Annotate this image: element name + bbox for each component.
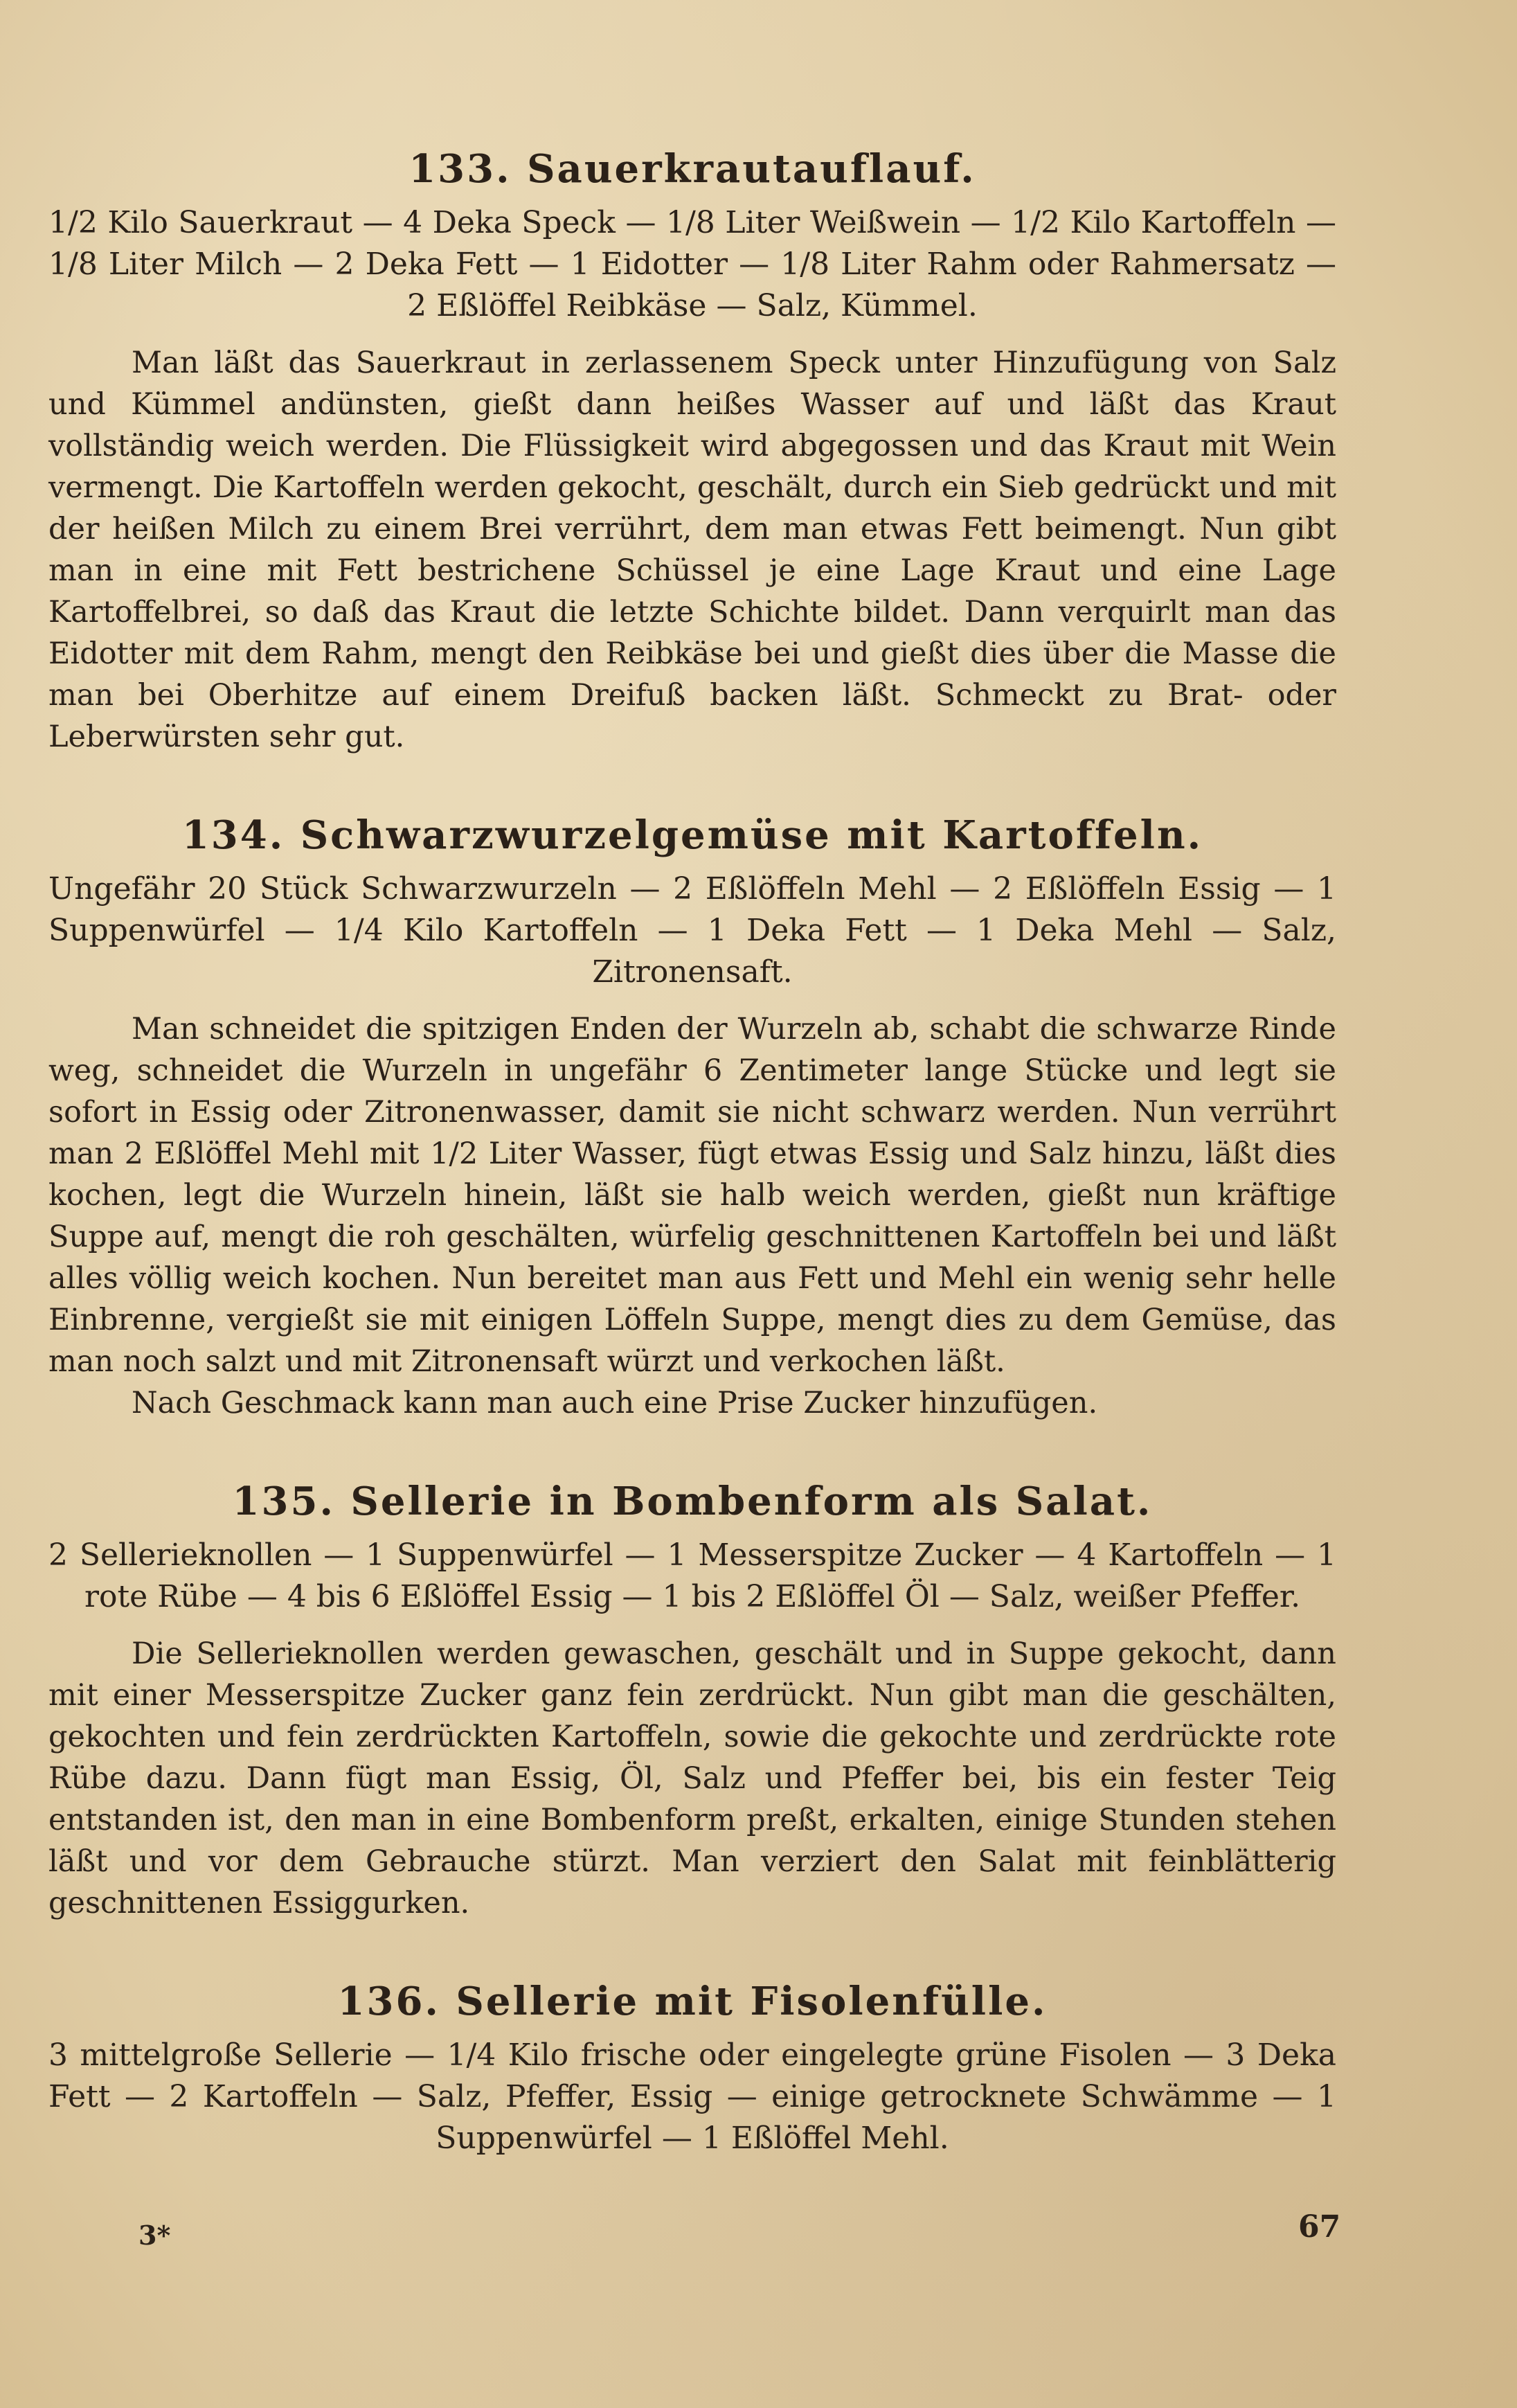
instructions-paragraph: Nach Geschmack kann man auch eine Prise Zucker hinzufügen.	[132, 1386, 1098, 1420]
recipe-136	[48, 1971, 1336, 2159]
instructions-paragraph: Man läßt das Sauerkraut in zerlassenem Speck unter Hinzufügung von Salz und Kümmel andünsten, gießt dann heißes Wasser auf und läßt das Kraut vollständig weich werden. Die Flüssigkeit wird abgegossen und das Kraut mit Wein vermengt. Die Kartoffeln werden gekocht, geschält, durch ein Sieb gedrückt und mit der heißen Milch zu einem Brei verrührt, dem man etwas Fett beimengt. Nun gibt man in eine mit Fett bestrichene Schüssel je eine Lage Kraut und eine Lage Kartoffelbrei, so daß das Kraut die letzte Schichte bildet. Dann verquirlt man das Eidotter mit dem Rahm, mengt den Reibkäse bei und gießt dies über die Masse die man bei Oberhitze auf einem Dreifuß backen läßt. Schmeckt zu Brat- oder Leberwürsten sehr gut.	[48, 346, 1336, 754]
printer-signature: 3*	[138, 2220, 171, 2251]
recipe-title: 134. Schwarzwurzelgemüse mit Kartoffeln.	[181, 812, 1203, 858]
recipe-title: 133. Sauerkrautauflauf.	[409, 146, 976, 192]
page-content	[48, 139, 1336, 2206]
ingredients-list: 3 mittelgroße Sellerie — 1/4 Kilo frische oder eingelegte grüne Fisolen — 3 Deka Fett — 2 Kartoffeln — Salz, Pfeffer, Essig — einige getrocknete Schwämme — 1 Suppenwürfel — 1 Eßlöffel Mehl.	[48, 2037, 1336, 2156]
recipe-title: 136. Sellerie mit Fisolenfülle.	[337, 1979, 1048, 2024]
ingredients-list: 2 Sellerieknollen — 1 Suppenwürfel — 1 Messerspitze Zucker — 4 Kartoffeln — 1 rote Rübe — 4 bis 6 Eßlöffel Essig — 1 bis 2 Eßlöffel Öl — Salz, weißer Pfeffer.	[48, 1537, 1336, 1614]
ingredients-list: 1/2 Kilo Sauerkraut — 4 Deka Speck — 1/8 Liter Weißwein — 1/2 Kilo Kartoffeln — 1/8 Liter Milch — 2 Deka Fett — 1 Eidotter — 1/8 Liter Rahm oder Rahmersatz — 2 Eßlöffel Reibkäse — Salz, Kümmel.	[48, 205, 1336, 323]
instructions-paragraph: Man schneidet die spitzigen Enden der Wurzeln ab, schabt die schwarze Rinde weg, schneidet die Wurzeln in ungefähr 6 Zentimeter lange Stücke und legt sie sofort in Essig oder Zitronenwasser, damit sie nicht schwarz werden. Nun verrührt man 2 Eßlöffel Mehl mit 1/2 Liter Wasser, fügt etwas Essig und Salz hinzu, läßt dies kochen, legt die Wurzeln hinein, läßt sie halb weich werden, gießt nun kräftige Suppe auf, mengt die roh geschälten, würfelig geschnittenen Kartoffeln bei und läßt alles völlig weich kochen. Nun bereitet man aus Fett und Mehl ein wenig sehr helle Einbrenne, vergießt sie mit einigen Löffeln Suppe, mengt dies zu dem Gemüse, das man noch salzt und mit Zitronensaft würzt und verkochen läßt.	[48, 1012, 1336, 1379]
ingredients-list: Ungefähr 20 Stück Schwarzwurzeln — 2 Eßlöffeln Mehl — 2 Eßlöffeln Essig — 1 Suppenwürfel — 1/4 Kilo Kartoffeln — 1 Deka Fett — 1 Deka Mehl — Salz, Zitronensaft.	[48, 871, 1336, 990]
recipe-title: 135. Sellerie in Bombenform als Salat.	[232, 1479, 1153, 1524]
recipe-133	[48, 139, 1336, 758]
instructions-paragraph: Die Sellerieknollen werden gewaschen, geschält und in Suppe gekocht, dann mit einer Messerspitze Zucker ganz fein zerdrückt. Nun gibt man die geschälten, gekochten und fein zerdrückten Kartoffeln, sowie die gekochte und zerdrückte rote Rübe dazu. Dann fügt man Essig, Öl, Salz und Pfeffer bei, bis ein fester Teig entstanden ist, den man in eine Bombenform preßt, erkalten, einige Stunden stehen läßt und vor dem Gebrauche stürzt. Man verziert den Salat mit feinblätterig geschnittenen Essiggurken.	[48, 1636, 1336, 1920]
page-number: 67	[1298, 2209, 1341, 2245]
recipe-134	[48, 805, 1336, 1424]
recipe-135	[48, 1471, 1336, 1924]
